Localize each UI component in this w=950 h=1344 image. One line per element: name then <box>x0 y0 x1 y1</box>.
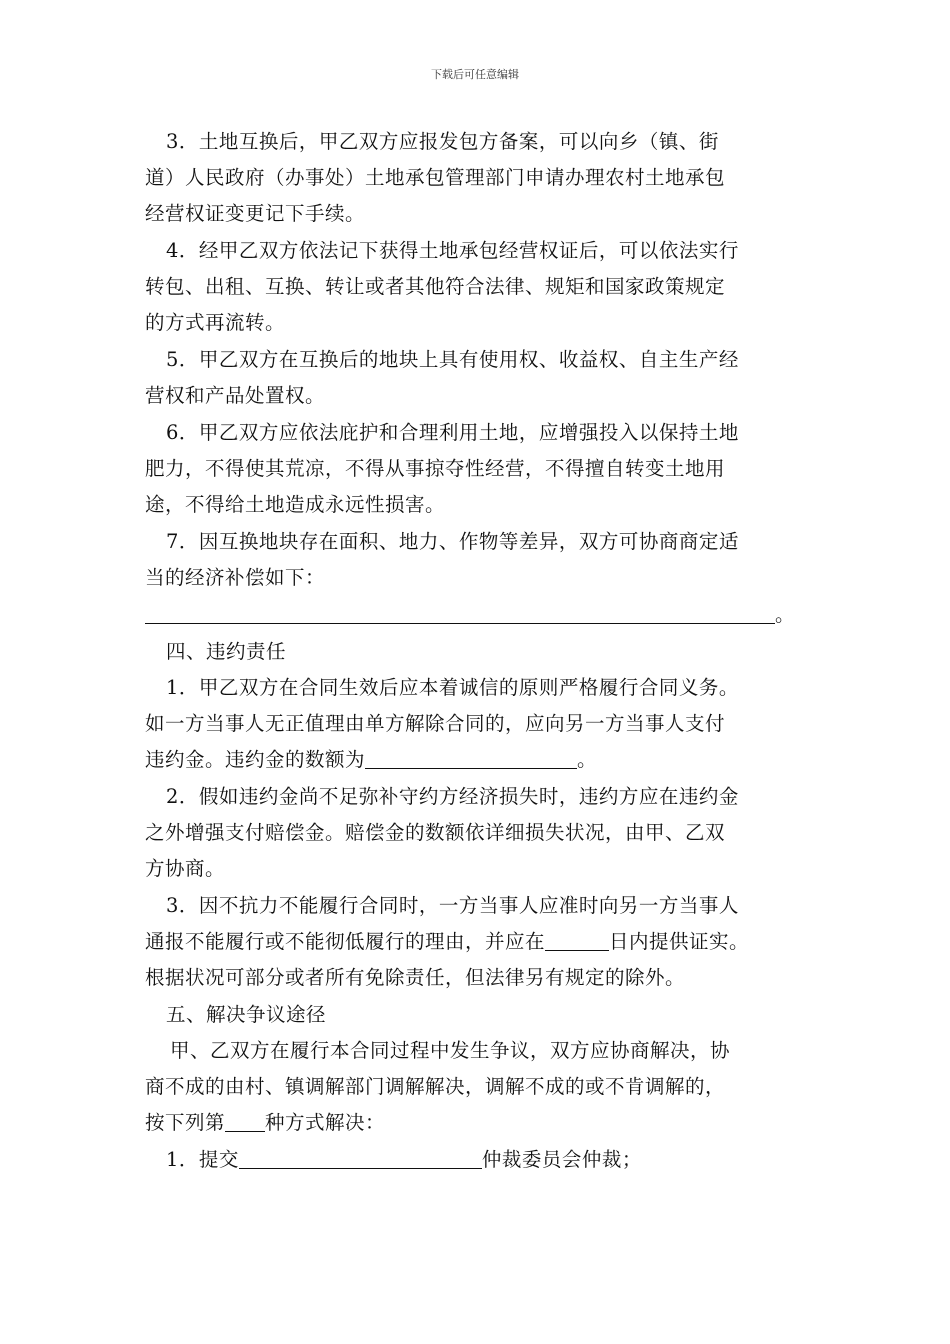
clause-6-line-1: 6．甲乙双方应依法庇护和合理利用土地，应增强投入以保持土地 <box>166 421 739 444</box>
clause-3-line-3: 经营权证变更记下手续。 <box>145 202 366 225</box>
breach-clause-2-line-2: 之外增强支付赔偿金。赔偿金的数额依详细损失状况，由甲、乙双 <box>145 821 726 844</box>
dispute-para-line-2: 商不成的由村、镇调解部门调解解决，调解不成的或不肯调解的， <box>145 1075 726 1098</box>
breach-clause-1-line-2: 如一方当事人无正值理由单方解除合同的，应向另一方当事人支付 <box>145 712 726 735</box>
penalty-period: 。 <box>577 748 598 771</box>
method-choice-suffix: 种方式解决： <box>265 1111 386 1134</box>
clause-3-line-2: 道）人民政府（办事处）土地承包管理部门申请办理农村土地承包 <box>145 166 726 189</box>
proof-days-blank[interactable] <box>545 930 609 951</box>
proof-days-label: 通报不能履行或不能彻低履行的理由，并应在 <box>145 930 546 953</box>
compensation-blank[interactable] <box>145 603 775 624</box>
breach-clause-3-line-3: 根据状况可部分或者所有免除责任，但法律另有规定的除外。 <box>145 966 686 989</box>
compensation-blank-line <box>145 599 795 627</box>
dispute-para-line-3 <box>145 1107 385 1135</box>
clause-7-line-2: 当的经济补偿如下： <box>145 566 326 589</box>
clause-4-line-1: 4．经甲乙双方依法记下获得土地承包经营权证后，可以依法实行 <box>166 239 739 262</box>
breach-clause-2-line-3: 方协商。 <box>145 857 226 880</box>
clause-5-line-2: 营权和产品处置权。 <box>145 384 326 407</box>
penalty-amount-blank[interactable] <box>365 748 577 769</box>
arbitration-suffix: 仲裁委员会仲裁； <box>481 1148 642 1171</box>
arbitration-committee-blank[interactable] <box>239 1148 482 1169</box>
dispute-para-line-1: 甲、乙双方在履行本合同过程中发生争议，双方应协商解决，协 <box>170 1039 731 1062</box>
clause-4-line-2: 转包、出租、互换、转让或者其他符合法律、规矩和国家政策规定 <box>145 275 726 298</box>
breach-clause-3-line-2 <box>145 926 749 954</box>
clause-3-line-1: 3．土地互换后，甲乙双方应报发包方备案，可以向乡（镇、街 <box>166 130 719 153</box>
breach-clause-1-line-3 <box>145 744 597 772</box>
clause-6-line-3: 途，不得给土地造成永远性损害。 <box>145 493 446 516</box>
compensation-period: 。 <box>775 603 796 626</box>
clause-4-line-3: 的方式再流转。 <box>145 311 286 334</box>
page-header: 下载后可任意编辑 <box>431 68 519 81</box>
clause-7-line-1: 7．因互换地块存在面积、地力、作物等差异，双方可协商商定适 <box>166 530 739 553</box>
section-5-heading: 五、解决争议途径 <box>166 1003 327 1026</box>
method-choice-label: 按下列第 <box>145 1111 226 1134</box>
clause-6-line-2: 肥力，不得使其荒凉，不得从事掠夺性经营，不得擅自转变土地用 <box>145 457 726 480</box>
arbitration-item <box>166 1144 642 1172</box>
method-choice-blank[interactable] <box>225 1111 265 1132</box>
arbitration-label: 1．提交 <box>166 1148 239 1171</box>
breach-clause-2-line-1: 2．假如违约金尚不足弥补守约方经济损失时，违约方应在违约金 <box>166 785 739 808</box>
proof-days-suffix: 日内提供证实。 <box>609 930 750 953</box>
penalty-amount-label: 违约金。违约金的数额为 <box>145 748 366 771</box>
clause-5-line-1: 5．甲乙双方在互换后的地块上具有使用权、收益权、自主生产经 <box>166 348 739 371</box>
section-4-heading: 四、违约责任 <box>166 640 287 663</box>
breach-clause-3-line-1: 3．因不抗力不能履行合同时，一方当事人应准时向另一方当事人 <box>166 894 739 917</box>
breach-clause-1-line-1: 1．甲乙双方在合同生效后应本着诚信的原则严格履行合同义务。 <box>166 676 739 699</box>
